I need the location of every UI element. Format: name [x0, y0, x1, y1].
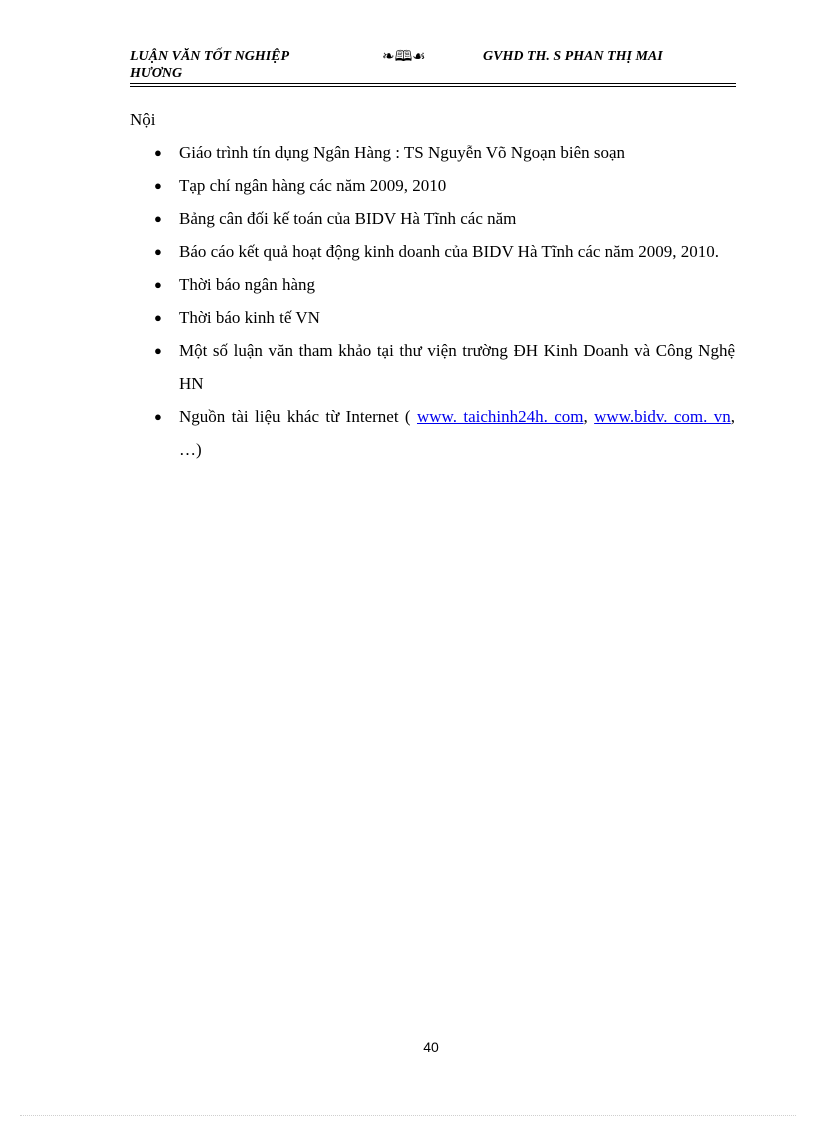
reference-text: Giáo trình tín dụng Ngân Hàng : TS Nguyễn Võ Ngoạn biên soạn [179, 143, 626, 162]
book-ornament-icon: ❧🕮☙ [382, 47, 426, 65]
list-item [130, 169, 735, 202]
list-item [130, 136, 735, 169]
header-thesis-title [130, 48, 330, 82]
list-item [130, 202, 735, 235]
bidv-link[interactable]: www.bidv. com. vn [594, 407, 731, 426]
reference-text: Thời báo ngân hàng [179, 275, 315, 294]
list-item [130, 268, 735, 301]
link-separator: , [583, 407, 588, 426]
bullet-icon: ● [154, 277, 162, 292]
internet-prefix-text: Nguồn tài liệu khác từ Internet ( [179, 407, 411, 426]
list-item-internet [130, 400, 735, 466]
bullet-icon: ● [154, 310, 162, 325]
reference-list [130, 136, 735, 466]
list-item [130, 301, 735, 334]
header-advisor: GVHD TH. S PHAN THỊ MAI [483, 49, 663, 64]
reference-text: Một số luận văn tham khảo tại thư viện trường ĐH Kinh Doanh và Công Nghệ HN [179, 341, 735, 393]
reference-text: Bảng cân đối kế toán của BIDV Hà Tĩnh các năm [179, 209, 517, 228]
bullet-icon: ● [154, 211, 162, 226]
section-lead-text: Nội [130, 110, 156, 129]
bullet-icon: ● [154, 244, 162, 259]
header-divider-bottom [130, 86, 736, 87]
reference-text: Báo cáo kết quả hoạt động kinh doanh của BIDV Hà Tĩnh các năm 2009, 2010. [179, 242, 719, 261]
bullet-icon: ● [154, 178, 162, 193]
list-item [130, 235, 735, 268]
page-number: 40 [423, 1039, 439, 1055]
reference-text: Tạp chí ngân hàng các năm 2009, 2010 [179, 176, 447, 195]
header-thesis-title-line2: HƯƠNG [130, 66, 183, 81]
page-header [130, 48, 736, 84]
header-thesis-title-line1: LUẬN VĂN TỐT NGHIỆP [130, 49, 290, 64]
reference-section [130, 103, 735, 466]
list-item [130, 334, 735, 400]
taichinh24h-link[interactable]: www. taichinh24h. com [416, 407, 584, 426]
footer-dotted-divider [20, 1115, 796, 1116]
reference-text: Thời báo kinh tế VN [179, 308, 320, 327]
bullet-icon: ● [154, 343, 162, 358]
bullet-icon: ● [154, 409, 162, 424]
internet-suffix-text: , …) [179, 407, 736, 459]
bullet-icon: ● [154, 145, 162, 160]
header-divider-top [130, 83, 736, 84]
